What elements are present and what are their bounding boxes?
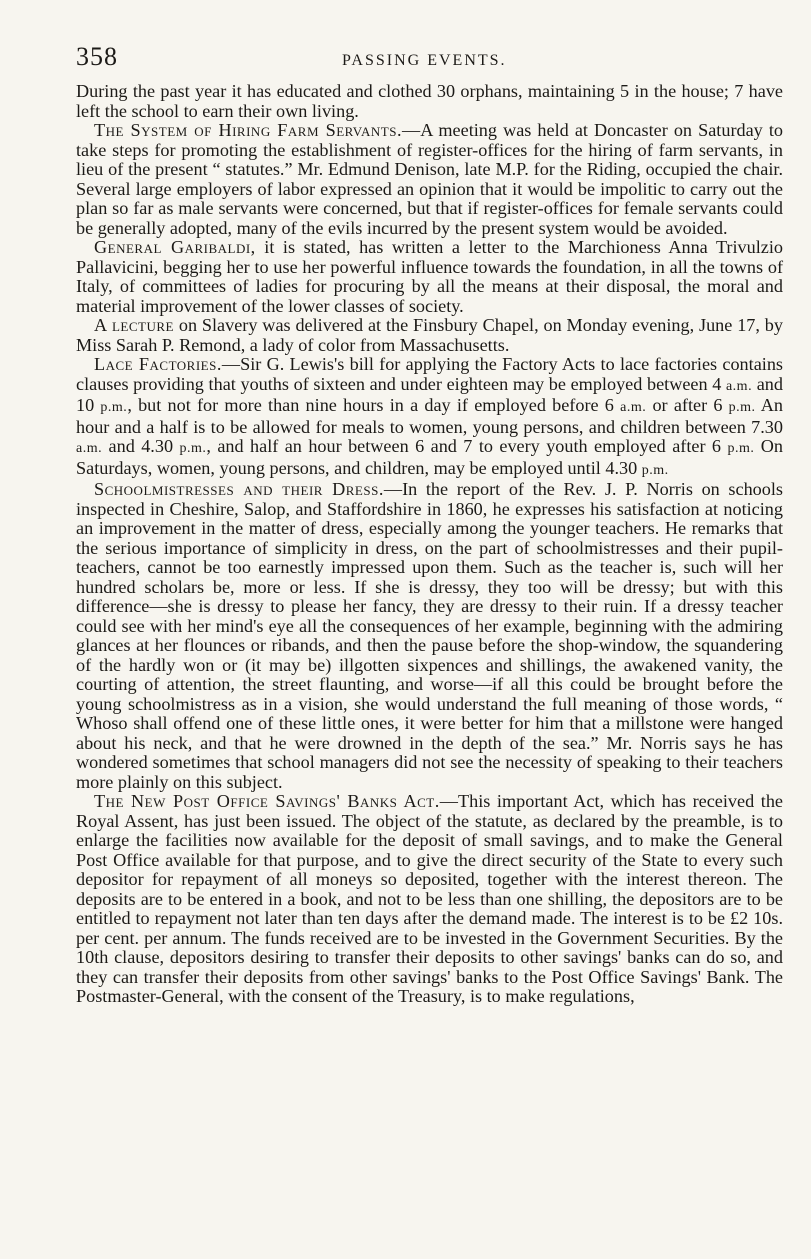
paragraph-orphans — [76, 82, 783, 121]
page-number: 358 — [76, 42, 118, 71]
lace-text: and 10 — [76, 373, 783, 415]
lace-text: An hour and a half is to be allowed for meals to women, young persons, and children between 7.30 — [76, 395, 784, 437]
paragraph-heading: The System of Hiring Farm Servants. — [94, 120, 402, 140]
time-marker: p.m. — [728, 400, 756, 415]
paragraph-garibaldi — [76, 238, 783, 316]
time-marker: a.m. — [620, 400, 647, 415]
lace-text: —Sir G. Lewis's bill for applying the Factory Acts to lace factories contains clauses providing that youths of sixteen and under eighteen may be employed between 4 — [76, 354, 784, 394]
paragraph-body: —In the report of the Rev. J. P. Norris on schools inspected in Cheshire, Salop, and Staffordshire in 1860, he expresses his satisfaction at noticing an improvement in the matter of dress, especially among the younger teachers. He remarks that the serious importance of simplicity in dress, on the part of schoolmistresses and their pupil-teachers, cannot be too earnestly impressed upon them. Such as the teacher is, such will her hundred scholars be, more or less. If she is dressy, they too will be dressy; but with this difference—she is dressy to please her fancy, they are dressy to their ruin. If a dressy teacher could see with her mind's eye all the consequences of her example, beginning with the admiring glances at her flounces or ribands, and then the pause before the shop-window, the squandering of the hardly won or (it may be) illgotten sixpences and shillings, the awakened vanity, the courting of attention, the street flaunting, and worse—if all this could be brought before the young schoolmistress as in a vision, she would understand the full meaning of those words, “ Whoso shall offend one of these little ones, it were better for him that a millstone were hanged about his neck, and that he were drowned in the depth of the sea.” Mr. Norris says he has wondered sometimes that school managers did not see the necessity of speaking to their teachers more plainly on this subject. — [76, 479, 783, 792]
paragraph-body: it is stated, has written a letter to the Marchioness Anna Trivulzio Pallavicini, begging her to use her powerful influence towards the foundation, in all the towns of Italy, of committees of ladies for procuring by all the means at their disposal, the moral and material improvement of the lower classes of society. — [76, 237, 783, 316]
paragraph-heading: A lecture — [94, 315, 174, 335]
time-marker: p.m. — [100, 400, 128, 415]
paragraph-body: —This important Act, which has received the Royal Assent, has just been issued. The object of the statute, as declared by the preamble, is to enlarge the facilities now available for the deposit of small savings, and to make the General Post Office available for that purpose, and to give the direct security of the State to every such depositor for repayment of all moneys so deposited, together with the interest thereon. The deposits are to be entered in a book, and not to be less than one shilling, the depositors are to be entitled to repayment not later than ten days after the demand made. The interest is to be £2 10s. per cent. per annum. The funds received are to be invested in the Government Securities. By the 10th clause, depositors desiring to transfer their deposits to other savings' banks can do so, and they can transfer their deposits from other savings' banks to the Post Office Savings' Bank. The Postmaster-General, with the consent of the Treasury, is to make regulations, — [76, 791, 783, 1006]
lace-text: , and half an hour between 6 and 7 to every youth employed after 6 — [206, 436, 728, 456]
time-marker: p.m. — [727, 441, 755, 456]
paragraph-heading: The New Post Office Savings' Banks Act. — [94, 791, 440, 811]
running-title: PASSING EVENTS. — [342, 52, 507, 69]
paragraph-body: During the past year it has educated and clothed 30 orphans, maintaining 5 in the house; 7 have left the school to earn their own living. — [76, 81, 783, 121]
paragraph-body: on Slavery was delivered at the Finsbury Chapel, on Monday evening, June 17, by Miss Sarah P. Remond, a lady of color from Massachusetts. — [76, 315, 783, 355]
paragraph-heading: Lace Factories. — [94, 354, 222, 374]
lace-text: On Saturdays, women, young persons, and children, may be employed until 4.30 — [76, 436, 784, 478]
lace-text: and 4.30 — [102, 436, 180, 456]
time-marker: p.m. — [641, 462, 669, 478]
time-marker: a.m. — [725, 378, 753, 394]
paragraph-post-office-savings-banks — [76, 792, 783, 1007]
paragraph-heading: General Garibaldi, — [94, 237, 256, 257]
time-marker: a.m. — [76, 441, 103, 456]
article-text — [76, 82, 783, 1007]
paragraph-heading: Schoolmistresses and their Dress. — [94, 479, 384, 499]
paragraph-hiring-farm-servants — [76, 121, 783, 238]
time-marker: p.m. — [179, 441, 207, 456]
paragraph-lace-factories — [76, 355, 783, 480]
paragraph-lecture-on-slavery — [76, 316, 783, 355]
lace-text: , but not for more than nine hours in a day if employed before 6 — [127, 395, 621, 415]
paragraph-schoolmistresses-dress — [76, 480, 783, 792]
page-header — [76, 42, 783, 82]
paragraph-body: —A meeting was held at Doncaster on Saturday to take steps for promoting the establishment of register-offices for the hiring of farm servants, in lieu of the present “ statutes.” Mr. Edmund Denison, late M.P. for the Riding, occupied the chair. Several large employers of labor expressed an opinion that it would be impolitic to carry out the plan so far as male servants were concerned, but that if register-offices for female servants could be generally adopted, many of the evils incurred by the present system would be avoided. — [76, 120, 783, 238]
lace-text: or after 6 — [646, 395, 729, 415]
